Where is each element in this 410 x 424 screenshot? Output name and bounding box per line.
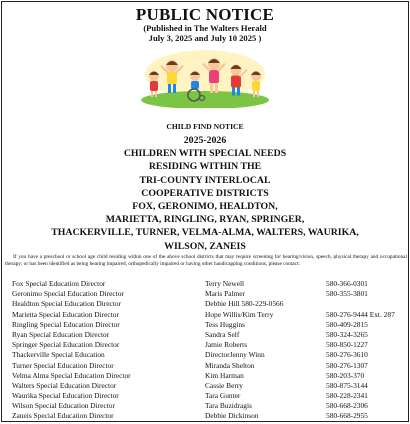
heading-line: 2025-2026	[183, 135, 227, 146]
director-phone: 580-324-3265	[326, 329, 368, 339]
sky-glow	[145, 50, 265, 98]
director-position: Healdton Special Education Director	[12, 299, 121, 309]
directory-row	[2, 411, 408, 421]
director-name: Tess Huggins	[205, 319, 245, 329]
directory-row	[2, 361, 408, 371]
director-phone: 580-668-2955	[326, 411, 368, 421]
notice-body-text: If you have a preschool or school age child residing within one of the above school districts that may require screening for hearing/vision, speech, physical therapy and occupational therapy; or has been identified as being hearing impaired, orthopedically impaired or having other handicapping conditions, please contact:	[5, 253, 407, 268]
heading-line: COOPERATIVE DISTRICTS	[141, 187, 269, 199]
heading-line: FOX, GERONIMO, HEALDTON,	[132, 201, 278, 213]
director-phone: 580-228-2341	[326, 391, 368, 401]
heading-line: TRI-COUNTY INTERLOCAL	[139, 174, 271, 186]
director-phone: 580-668-2306	[326, 401, 368, 411]
director-position: Thackerville Special Education	[12, 350, 105, 360]
director-position: Ringling Special Education Director	[12, 319, 120, 329]
director-name: Debbie Hill 580-229-0566	[205, 299, 284, 309]
child-find-heading: CHILD FIND NOTICE	[166, 122, 244, 131]
director-name: Sandra Self	[205, 329, 240, 339]
heading-line: MARIETTA, RINGLING, RYAN, SPRINGER,	[105, 214, 305, 226]
directory-row	[2, 330, 408, 340]
director-phone: 580-276-9444 Ext. 287	[326, 309, 395, 319]
published-line: (Published in The Walters Herald	[143, 23, 267, 33]
notice-title: PUBLIC NOTICE	[135, 5, 275, 24]
heading-line: CHILDREN WITH SPECIAL NEEDS	[123, 148, 287, 160]
director-phone: 580-276-3610	[326, 350, 368, 360]
heading-line: RESIDING WITHIN THE	[148, 161, 262, 173]
director-name: Kim Harman	[205, 370, 244, 380]
public-notice	[1, 1, 409, 422]
director-name: Miranda Shelton	[205, 360, 255, 370]
director-position: Ryan Special Education Director	[12, 329, 110, 339]
directory-row	[2, 391, 408, 401]
directory-row	[2, 340, 408, 350]
director-phone: 580-850-1227	[326, 340, 368, 350]
director-name: Cassie Berry	[205, 380, 243, 390]
heading-line: WILSON, ZANEIS	[164, 240, 246, 252]
director-position: Fox Special Education Director	[12, 279, 106, 289]
director-name: Tara Buzidragis	[205, 401, 252, 411]
director-phone: 580-409-2815	[326, 319, 368, 329]
director-position: Wilson Special Education Director	[12, 401, 115, 411]
directory-row	[2, 401, 408, 411]
directory-row	[2, 371, 408, 381]
director-position: Velma Alma Special Education Director	[12, 370, 131, 380]
director-phone: 580-875-3144	[326, 380, 368, 390]
director-directory	[2, 279, 408, 422]
director-position: Geronimo Special Education Director	[12, 289, 124, 299]
director-position: Springer Special Education Director	[12, 340, 120, 350]
directory-row	[2, 350, 408, 360]
director-name: Terry Newell	[205, 279, 245, 289]
directory-row	[2, 279, 408, 289]
director-name: Hope Willis/Kim Terry	[205, 309, 274, 319]
director-phone: 580-366-0301	[326, 279, 368, 289]
director-phone: 580-276-1307	[326, 360, 368, 370]
child-figure	[149, 71, 159, 97]
director-name: Jamie Roberts	[205, 340, 248, 350]
directory-row	[2, 320, 408, 330]
director-phone: 580-355-3801	[326, 289, 368, 299]
heading-line: THACKERVILLE, TURNER, VELMA-ALMA, WALTERS, WAURIKA,	[51, 227, 359, 239]
director-name: Debbie Dickinson	[205, 411, 259, 421]
director-name: DirectorJenny Winn	[205, 350, 265, 360]
director-name: Maris Palmer	[205, 289, 246, 299]
grass	[141, 91, 269, 108]
director-position: Turner Special Education Director	[12, 360, 114, 370]
director-position: Waurika Special Education Director	[12, 391, 119, 401]
directory-row	[2, 310, 408, 320]
director-phone: 580-203-370	[326, 370, 365, 380]
director-name: Tara Gunter	[205, 391, 241, 401]
director-position: Walters Special Education Director	[12, 380, 117, 390]
director-position: Zaneis Special Education Director	[12, 411, 114, 421]
directory-row	[2, 299, 408, 309]
districts-heading	[2, 134, 408, 253]
child-figure	[251, 71, 261, 97]
directory-row	[2, 289, 408, 299]
directory-row	[2, 381, 408, 391]
director-position: Marietta Special Education Director	[12, 309, 119, 319]
children-playing-illustration	[140, 46, 270, 108]
dates-line: July 3, 2025 and July 10 2025 )	[148, 33, 262, 43]
